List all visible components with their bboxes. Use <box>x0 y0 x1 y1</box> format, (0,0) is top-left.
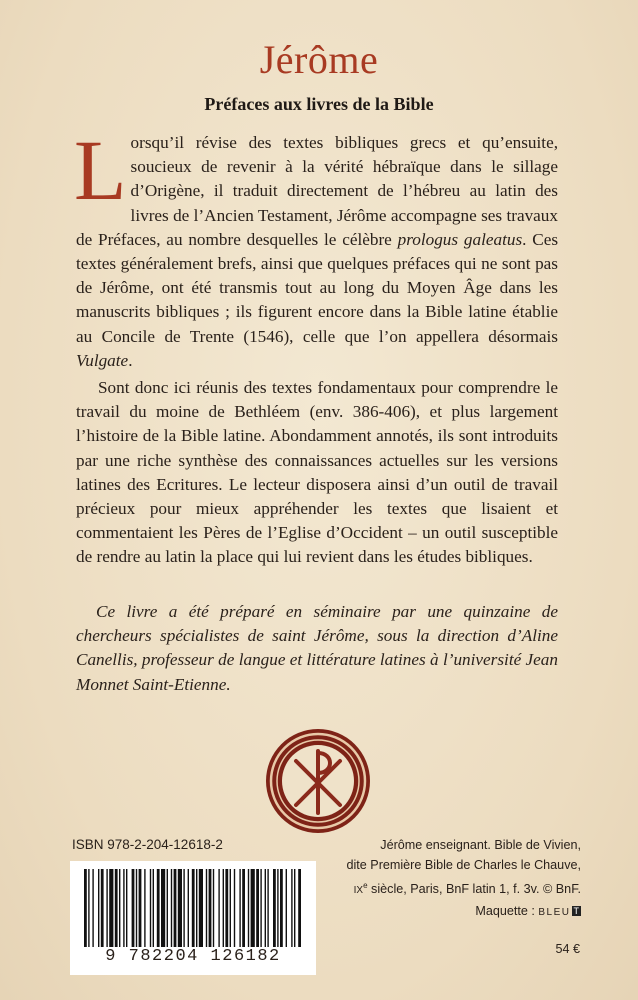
maquette-brand: BLEU <box>538 907 571 919</box>
drop-cap: L <box>74 122 127 218</box>
maquette-label: Maquette : <box>475 904 539 919</box>
isbn-label: ISBN 978-2-204-12618-2 <box>72 837 223 852</box>
maquette-credit <box>291 901 581 923</box>
blurb-paragraph-2: Sont donc ici réunis des textes fondamentaux pour comprendre le travail du moine de Bethléem (env. 386-406), et plus largement l’histoire de la Bible latine. Abondamment annotés, ils sont introduits par une riche synthèse des connaissances actuelles sur les versions latines des Ecritures. Le lecteur disposera ainsi d’un outil de travail précieux pour mieux appréhender les textes que lisaient et commentaient les Pères de l’Eglise d’Occident – un outil susceptible de rendre au latin la place qui lui revient dans les études bibliques. <box>76 378 558 567</box>
book-subtitle: Préfaces aux livres de la Bible <box>204 94 434 114</box>
blurb-p1-emphasis-2: Vulgate <box>76 350 129 370</box>
price: 54 € <box>555 942 580 956</box>
blurb-p1-text-c: . <box>128 350 133 370</box>
credit-century: IX <box>353 885 364 896</box>
credit-line-3-rest: siècle, Paris, BnF latin 1, f. 3v. © BnF. <box>367 882 581 896</box>
image-credits <box>291 835 581 924</box>
credit-century-sup: e <box>363 880 368 890</box>
credit-line-2: dite Première Bible de Charles le Chauve, <box>346 858 581 873</box>
barcode <box>70 861 316 975</box>
blurb-paragraph-1 <box>74 122 559 373</box>
book-title: Jérôme <box>259 37 379 82</box>
blurb-paragraph-3: Ce livre a été préparé en séminaire par une quinzaine de chercheurs spécialistes de saint Jérôme, sous la direction d’Aline Canellis, professeur de langue et littérature latines à l’université Jean Monnet Saint-Etienne. <box>76 602 558 694</box>
barcode-digits: 9 782204 126182 <box>105 947 281 966</box>
blurb-p1-emphasis-1: prologus galeatus <box>397 229 523 249</box>
chi-rho-icon <box>264 727 372 835</box>
credit-line-3 <box>291 876 581 902</box>
blurb-p1-text-b: . Ces textes généralement brefs, ainsi que quelques préfaces qui ne sont pas de Jérôme, ont été transmis tout au long du Moyen Âge dans les manuscrits bibliques ; ils figurent encore dans la Bible latine établie au Concile de Trente (1546), celle que l’on appellera désormais <box>76 229 559 346</box>
maquette-brand-mark: T <box>573 906 579 917</box>
barcode-bars <box>80 869 306 947</box>
credit-line-1: Jérôme enseignant. Bible de Vivien, <box>380 838 581 852</box>
blurb-p1-text-a: orsqu’il révise des textes bibliques grecs et qu’ensuite, soucieux de revenir à la vérité hébraïque dans le sillage d’Origène, il traduit directement de l’hébreu au latin des livres de l’Ancien Testament, Jérôme accompagne ses travaux de Préfaces, au nombre desquelles le célèbre <box>76 133 558 249</box>
